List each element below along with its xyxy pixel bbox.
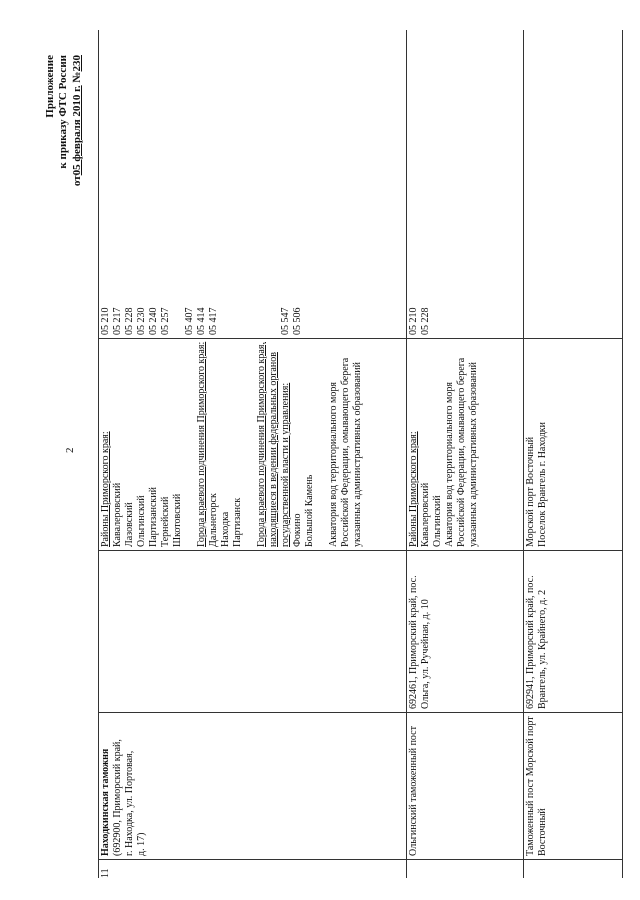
oktmo-code: 05 407 [184,307,195,335]
areas-group-title: Города краевого подчинения Приморского края, находящиеся в ведении федеральных органов государственной власти и управления: [256,342,291,547]
header-line-order: к приказу ФТС России [57,55,69,169]
table-row [524,30,623,878]
areas-group-title: Районы Приморского края: [100,431,111,547]
areas-cell [99,339,407,551]
oktmo-code: 05 414 [196,307,207,335]
oktmo-code: 05 230 [136,307,147,335]
number-value: 230 [71,55,83,72]
customs-post-name: Ольгинский таможенный пост [408,726,419,856]
area-item: Находка [220,511,231,547]
area-item: Тернейский [160,496,171,547]
areas-group-title: Города краевого подчинения Приморского края: [196,341,207,547]
number-prefix: № [71,71,83,86]
oktmo-code: 05 217 [112,307,123,335]
customs-table [98,30,623,878]
area-item: Кавалеровский [112,482,123,547]
customs-name-cell [99,713,407,860]
codes-cell [524,30,623,339]
area-item: Ольгинский [432,495,443,547]
area-item: Морской порт Восточный [525,436,536,547]
area-item: Партизанский [148,487,159,547]
water-area-text: Акватория вод территориального моря Российской Федерации, омывающего берега указанных административных образований [444,357,479,547]
row-number-cell [524,860,623,879]
codes-cell [99,30,407,339]
areas-group-title: Районы Приморского края: [408,431,419,547]
date-value: 05 февраля 2010 г. [71,85,83,176]
water-area-text: Акватория вод территориального моря Российской Федерации, омывающего берега указанных административных образований [328,357,363,547]
area-item: Шкотовский [172,493,183,547]
customs-name-cell [407,713,524,860]
customs-address-line: д. 17) [136,832,147,856]
oktmo-code: 05 228 [124,307,135,335]
page-number: 2 [64,447,76,453]
document-header [44,55,84,395]
area-item: Партизанск [232,497,243,547]
codes-cell [407,30,524,339]
header-date-line [71,55,84,395]
table-row [407,30,524,878]
address-text: 692941, Приморский край, пос. Врангель, ул. Крайнего, д. 2 [525,575,548,709]
table-row [99,30,407,878]
date-prefix: от [71,175,83,187]
row-number-cell [407,860,524,879]
oktmo-code: 05 417 [208,307,219,335]
oktmo-code: 05 506 [292,307,303,335]
area-item: Поселок Врангель г. Находки [537,422,548,547]
address-cell [524,551,623,713]
oktmo-code: 05 210 [408,307,419,335]
customs-address-line: г. Находка, ул. Портовая, [124,750,135,856]
oktmo-code: 05 210 [100,307,111,335]
header-line-appendix: Приложение [44,55,56,118]
areas-cell [407,339,524,551]
area-item: Ольгинский [136,495,147,547]
address-cell [99,551,407,713]
area-item: Фокино [292,513,303,547]
oktmo-code: 05 240 [148,307,159,335]
address-text: 692461, Приморский край, пос. Ольга, ул. Ручейная, д. 10 [408,575,431,709]
oktmo-code: 05 228 [420,307,431,335]
areas-cell [524,339,623,551]
area-item: Большой Камень [304,474,315,547]
row-number-cell [99,860,407,879]
address-cell [407,551,524,713]
row-number: 11 [100,868,111,878]
area-item: Дальнегорск [208,493,219,547]
customs-address-line: (692900, Приморский край, [112,739,123,856]
oktmo-code: 05 257 [160,307,171,335]
area-item: Лазовский [124,502,135,547]
customs-post-name: Таможенный пост Морской порт Восточный [525,716,548,856]
customs-name-cell [524,713,623,860]
area-item: Кавалеровский [420,482,431,547]
customs-name: Находкинская таможня [100,748,111,856]
oktmo-code: 05 547 [280,307,291,335]
